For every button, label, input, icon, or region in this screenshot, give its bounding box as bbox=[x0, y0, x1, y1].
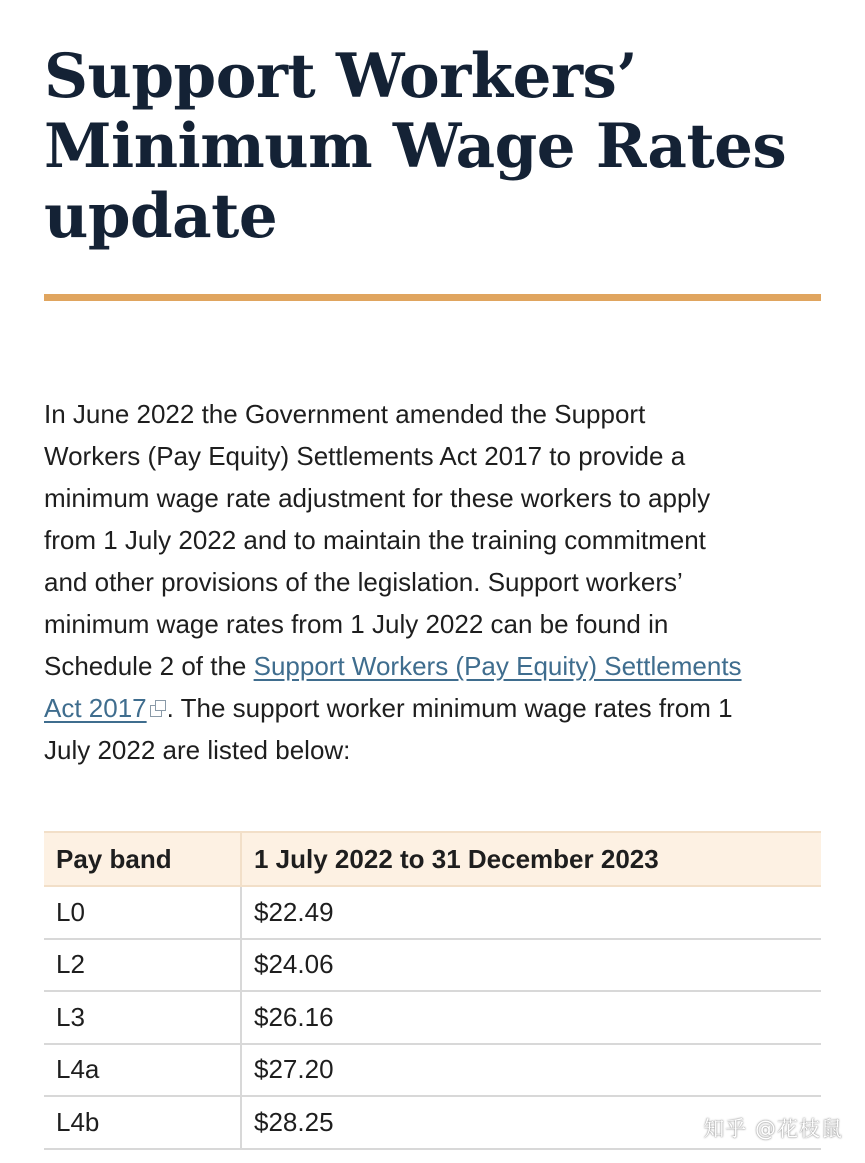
intro-line: from 1 July 2022 and to maintain the training commitment bbox=[44, 525, 706, 555]
column-header-rate-period: 1 July 2022 to 31 December 2023 bbox=[241, 832, 821, 886]
pay-band-cell: L0 bbox=[44, 886, 241, 939]
wage-rate-cell: $27.20 bbox=[241, 1044, 821, 1097]
wage-rate-cell: $24.06 bbox=[241, 939, 821, 992]
pay-band-cell: L2 bbox=[44, 939, 241, 992]
page-content bbox=[44, 0, 821, 771]
wage-rates-table bbox=[44, 831, 821, 1150]
intro-paragraph bbox=[44, 393, 821, 771]
intro-text: Schedule 2 of the bbox=[44, 651, 254, 681]
pay-band-cell: L4b bbox=[44, 1096, 241, 1149]
title-line: update bbox=[44, 181, 278, 252]
intro-line: minimum wage rates from 1 July 2022 can be found in bbox=[44, 609, 669, 639]
external-link-icon[interactable] bbox=[149, 700, 167, 718]
pay-band-cell: L3 bbox=[44, 991, 241, 1044]
wage-rate-cell: $22.49 bbox=[241, 886, 821, 939]
table-row bbox=[44, 939, 821, 992]
intro-line: In June 2022 the Government amended the Support bbox=[44, 399, 646, 429]
column-header-pay-band: Pay band bbox=[44, 832, 241, 886]
intro-line bbox=[44, 645, 821, 687]
table-row bbox=[44, 1044, 821, 1097]
intro-text: . The support worker minimum wage rates from 1 bbox=[166, 693, 733, 723]
intro-line: July 2022 are listed below: bbox=[44, 735, 351, 765]
wage-rate-cell: $26.16 bbox=[241, 991, 821, 1044]
legislation-link-continued[interactable]: Act 2017 bbox=[44, 693, 147, 723]
intro-line bbox=[44, 687, 821, 729]
wage-rate-cell: $28.25 bbox=[241, 1096, 821, 1149]
title-divider bbox=[44, 294, 821, 301]
intro-line: Workers (Pay Equity) Settlements Act 2017 to provide a bbox=[44, 441, 686, 471]
pay-band-cell: L4a bbox=[44, 1044, 241, 1097]
page-title bbox=[44, 42, 821, 252]
table-row bbox=[44, 991, 821, 1044]
watermark: 知乎 @花枝鼠 bbox=[703, 1117, 843, 1141]
legislation-link[interactable]: Support Workers (Pay Equity) Settlements bbox=[253, 651, 742, 681]
intro-line: minimum wage rate adjustment for these workers to apply bbox=[44, 483, 711, 513]
intro-line: and other provisions of the legislation. Support workers’ bbox=[44, 567, 683, 597]
title-line: Support Workers’ bbox=[44, 41, 638, 112]
table-row bbox=[44, 886, 821, 939]
table-header-row bbox=[44, 832, 821, 886]
title-line: Minimum Wage Rates bbox=[44, 111, 787, 182]
